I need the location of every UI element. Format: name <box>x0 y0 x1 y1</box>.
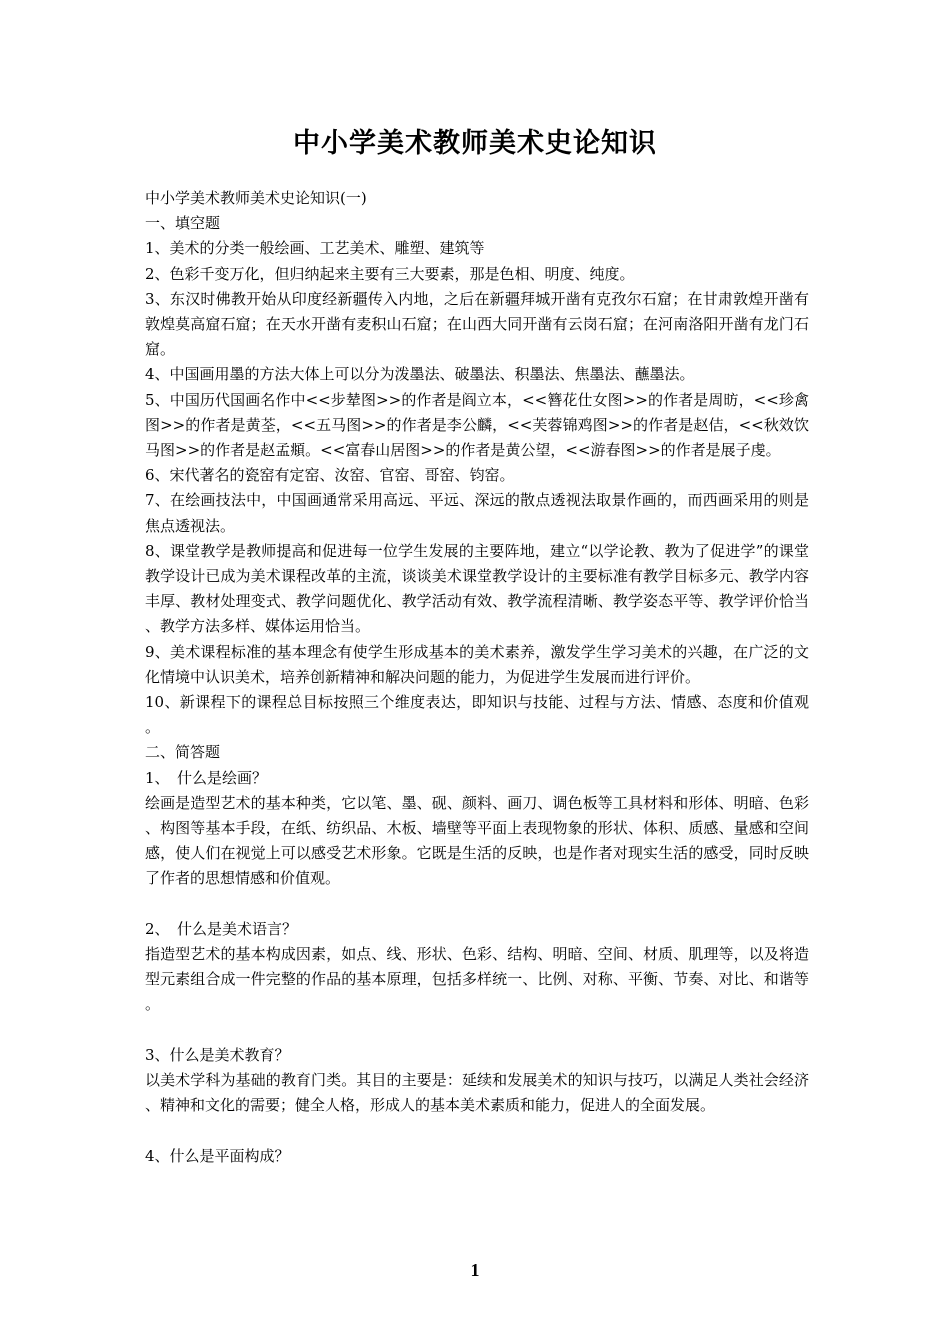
fill-blank-item-10: 10、新课程下的课程总目标按照三个维度表达，即知识与技能、过程与方法、情感、态度和价值观。 <box>145 693 809 737</box>
question-2: 2、 什么是美术语言？ <box>145 919 298 938</box>
section-heading-short-answer: 二、简答题 <box>145 743 221 762</box>
fill-blank-item-9: 9、美术课程标准的基本理念有使学生形成基本的美术素养，激发学生学习美术的兴趣，在广泛的文化情境中认识美术，培养创新精神和解决问题的能力，为促进学生发展而进行评价。 <box>145 642 809 686</box>
section-heading-fill-blank: 一、填空题 <box>145 214 221 233</box>
answer-2: 指造型艺术的基本构成因素，如点、线、形状、色彩、结构、明暗、空间、材质、肌理等，以及将造型元素组合成一件完整的作品的基本原理，包括多样统一、比例、对称、平衡、节奏、对比、和谐等。 <box>145 945 809 1014</box>
fill-blank-item-3: 3、东汉时佛教开始从印度经新疆传入内地，之后在新疆拜城开凿有克孜尔石窟；在甘肃敦煌开凿有敦煌莫高窟石窟；在天水开凿有麦积山石窟；在山西大同开凿有云岗石窟；在河南洛阳开凿有龙门石窟。 <box>145 289 809 359</box>
document-title: 中小学美术教师美术史论知识 <box>293 128 657 159</box>
fill-blank-item-4: 4、中国画用墨的方法大体上可以分为泼墨法、破墨法、积墨法、焦墨法、蘸墨法。 <box>145 365 695 384</box>
blank-line <box>145 1118 809 1143</box>
fill-blank-item-6: 6、宋代著名的瓷窑有定窑、汝窑、官窑、哥窑、钧窑。 <box>145 466 515 485</box>
answer-1: 绘画是造型艺术的基本种类，它以笔、墨、砚、颜料、画刀、调色板等工具材料和形体、明暗、色彩、构图等基本手段，在纸、纺织品、木板、墙壁等平面上表现物象的形状、体积、质感、量感和空间感，使人们在视觉上可以感受艺术形象。它既是生活的反映，也是作者对现实生活的感受，同时反映了作者的思想情感和价值观。 <box>145 793 809 888</box>
fill-blank-item-7: 7、在绘画技法中，中国画通常采用高远、平远、深远的散点透视法取景作画的，而西画采用的则是焦点透视法。 <box>145 491 809 535</box>
document-body <box>145 186 809 1169</box>
blank-line <box>145 892 809 917</box>
page-number: 1 <box>470 1260 480 1280</box>
blank-line <box>145 1018 809 1043</box>
question-1: 1、 什么是绘画？ <box>145 768 268 787</box>
fill-blank-item-2: 2、色彩千变万化，但归纳起来主要有三大要素，那是色相、明度、纯度。 <box>145 264 635 283</box>
section-subtitle: 中小学美术教师美术史论知识(一) <box>145 189 367 207</box>
fill-blank-item-1: 1、美术的分类一般绘画、工艺美术、雕塑、建筑等 <box>145 239 485 258</box>
fill-blank-item-5: 5、中国历代国画名作中<<步辇图>>的作者是阎立本，<<簪花仕女图>>的作者是周昉，<<珍禽图>>的作者是黄荃，<<五马图>>的作者是李公麟，<<芙蓉锦鸡图>>的作者是赵佶，<<秋效饮马图>>的作者是赵孟頫。<<富春山居图>>的作者是黄公望，<<游春图>>的作者是展子虔。 <box>145 390 809 460</box>
question-4: 4、什么是平面构成？ <box>145 1146 290 1165</box>
fill-blank-item-8: 8、课堂教学是教师提高和促进每一位学生发展的主要阵地，建立“以学论教、教为了促进学”的课堂教学设计已成为美术课程改革的主流，谈谈美术课堂教学设计的主要标准有教学目标多元、教学内容丰厚、教材处理变式、教学问题优化、教学活动有效、教学流程清晰、教学姿态平等、教学评价恰当、教学方法多样、媒体运用恰当。 <box>145 541 809 636</box>
answer-3: 以美术学科为基础的教育门类。其目的主要是：延续和发展美术的知识与技巧，以满足人类社会经济、精神和文化的需要；健全人格，形成人的基本美术素质和能力，促进人的全面发展。 <box>145 1071 809 1115</box>
question-3: 3、什么是美术教育？ <box>145 1045 290 1064</box>
